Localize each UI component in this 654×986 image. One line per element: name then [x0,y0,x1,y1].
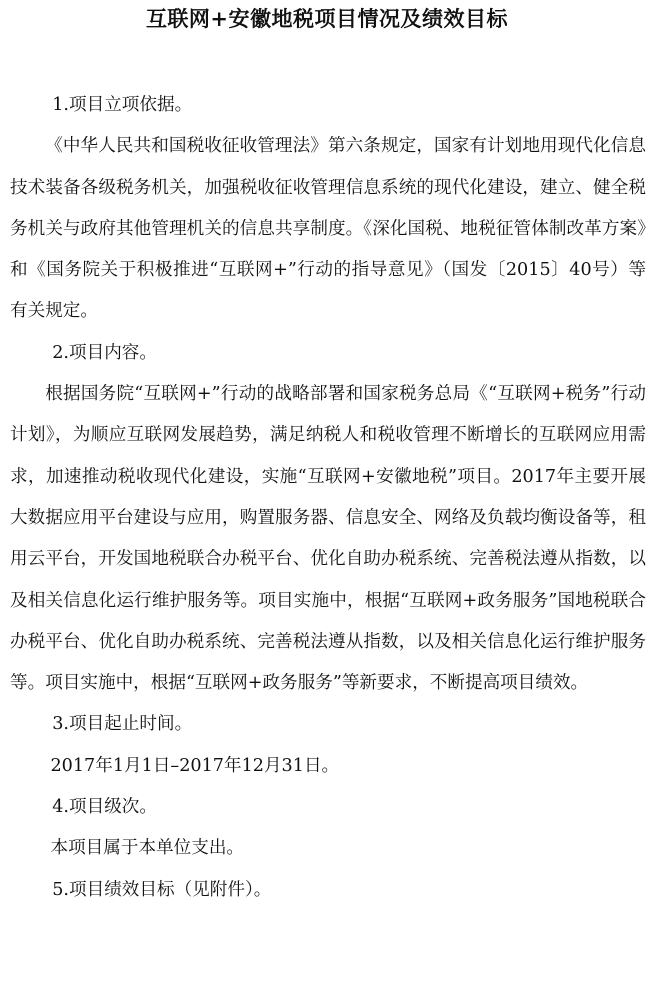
paragraph-period: 2017年1月1日–2017年12月31日。 [50,755,340,776]
paragraph-level: 本项目属于本单位支出。 [50,838,245,859]
paragraph-content: 根据国务院“互联网+”行动的战略部署和国家税务总局《“互联网+税务”行动计划》，为顺应互联网发展趋势，满足纳税人和税收管理不断增长的互联网应用需求，加速推动税收现代化建设，实施“互联网+安徽地税”项目。2017年主要开展大数据应用平台建设与应用，购置服务器、信息安全、网络及负载均衡设备等，租用云平台，开发国地税联合办税平台、优化自助办税系统、完善税法遵从指数，以及相关信息化运行维护服务等。项目实施中，根据“互联网+政务服务”国地税联合办税平台、优化自助办税系统、完善税法遵从指数，以及相关信息化运行维护服务等。项目实施中，根据“互联网+政务服务”等新要求，不断提高项目绩效。 [10,384,646,694]
paragraph-basis: 《中华人民共和国税收征收管理法》第六条规定，国家有计划地用现代化信息技术装备各级税务机关，加强税收征收管理信息系统的现代化建设，建立、健全税务机关与政府其他管理机关的信息共享制度。《深化国税、地税征管体制改革方案》和《国务院关于积极推进“互联网+”行动的指导意见》（国发〔2015〕40号）等有关规定。 [10,136,646,322]
document-body [10,85,646,911]
section-heading-period: 3.项目起止时间。 [52,714,193,735]
section-heading-basis: 1.项目立项依据。 [52,95,193,115]
section-heading-goals: 5.项目绩效目标（见附件）。 [52,879,272,900]
page-title: 互联网+安徽地税项目情况及绩效目标 [145,6,509,31]
section-heading-level: 4.项目级次。 [52,797,157,818]
section-heading-content: 2.项目内容。 [52,342,157,363]
